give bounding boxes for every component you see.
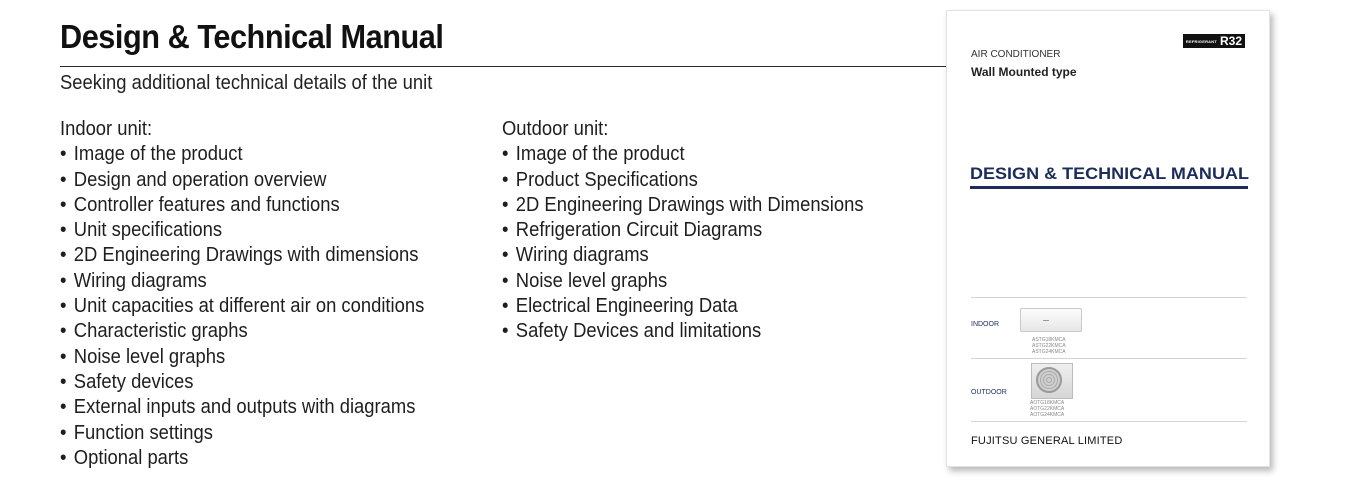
list-item: • 2D Engineering Drawings with Dimensions: [502, 193, 864, 218]
model-number: ASTG24KMCA: [1032, 349, 1066, 355]
list-item: • Characteristic graphs: [60, 319, 424, 344]
list-item: • Unit capacities at different air on conditions: [60, 294, 424, 319]
cover-divider: [971, 421, 1247, 422]
cover-outdoor-label: OUTDOOR: [971, 389, 1007, 396]
model-number: ASTG22KMCA: [1032, 343, 1066, 349]
outdoor-unit-heading: Outdoor unit:: [502, 118, 609, 140]
outdoor-unit-image: [1031, 363, 1073, 399]
list-item: • External inputs and outputs with diagrams: [60, 395, 424, 420]
list-item: • Design and operation overview: [60, 168, 424, 193]
cover-title: DESIGN & TECHNICAL MANUAL: [970, 164, 1249, 183]
model-number: ASTG18KMCA: [1032, 337, 1066, 343]
model-number: AOTG24KMCA: [1030, 412, 1065, 418]
list-item: • Optional parts: [60, 446, 424, 471]
cover-title-underline: [970, 186, 1248, 189]
cover-unit-type: Wall Mounted type: [971, 65, 1077, 79]
cover-divider: [971, 297, 1247, 298]
model-number: AOTG18KMCA: [1030, 400, 1065, 406]
page-title: Design & Technical Manual: [60, 18, 444, 55]
model-number: AOTG22KMCA: [1030, 406, 1065, 412]
outdoor-unit-section: [502, 117, 895, 345]
list-item: • Controller features and functions: [60, 193, 424, 218]
refrigerant-type: R32: [1219, 34, 1242, 48]
list-item: • Image of the product: [502, 142, 864, 167]
title-divider: [60, 66, 950, 67]
indoor-unit-heading: Indoor unit:: [60, 118, 153, 140]
list-item: • Product Specifications: [502, 168, 864, 193]
indoor-unit-list: [60, 142, 424, 471]
outdoor-model-list: [1030, 400, 1064, 418]
list-item: • 2D Engineering Drawings with dimensions: [60, 243, 424, 268]
list-item: • Refrigeration Circuit Diagrams: [502, 218, 864, 243]
list-item: • Noise level graphs: [502, 269, 864, 294]
indoor-model-list: [1032, 337, 1066, 355]
fan-grille-icon: [1036, 367, 1062, 393]
list-item: • Wiring diagrams: [502, 243, 864, 268]
list-item: • Unit specifications: [60, 218, 424, 243]
refrigerant-badge: [1183, 34, 1245, 48]
indoor-unit-section: [60, 117, 456, 471]
outdoor-unit-list: [502, 142, 864, 344]
list-item: • Function settings: [60, 421, 424, 446]
cover-category: AIR CONDITIONER: [971, 49, 1061, 60]
list-item: • Noise level graphs: [60, 345, 424, 370]
list-item: • Safety Devices and limitations: [502, 319, 864, 344]
list-item: • Safety devices: [60, 370, 424, 395]
manual-cover-image[interactable]: [946, 10, 1270, 467]
cover-indoor-label: INDOOR: [971, 321, 999, 328]
indoor-unit-image: [1020, 308, 1082, 332]
cover-divider: [971, 358, 1247, 359]
list-item: • Wiring diagrams: [60, 269, 424, 294]
page-subtitle: Seeking additional technical details of the unit: [60, 72, 433, 94]
cover-company-name: FUJITSU GENERAL LIMITED: [971, 435, 1123, 447]
list-item: • Electrical Engineering Data: [502, 294, 864, 319]
list-item: • Image of the product: [60, 142, 424, 167]
refrigerant-label: REFRIGERANT: [1185, 38, 1217, 44]
